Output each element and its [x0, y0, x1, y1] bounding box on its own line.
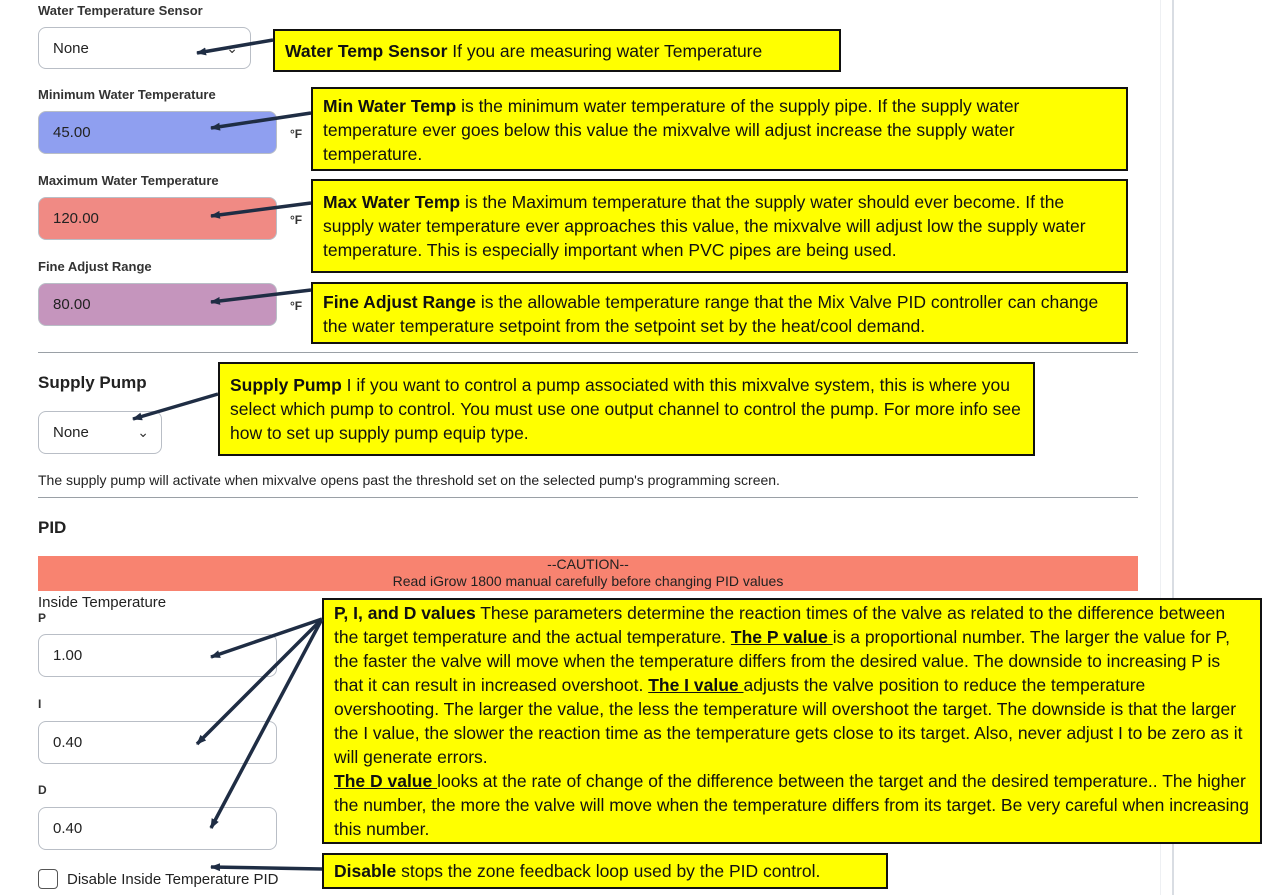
d-value-text: looks at the rate of change of the difference between the target and the desired temperature.. The higher the number, the more the valve will move when the temperature differs from its target. Be very careful when increasing this number.: [334, 771, 1249, 839]
d-value-title: The D value: [334, 771, 438, 791]
callout-text: is the allowable temperature range that the Mix Valve PID controller can change the water temperature setpoint from the setpoint set by the heat/cool demand.: [323, 292, 1099, 336]
fine-adjust-unit: °F: [290, 299, 303, 313]
callout-text: is the minimum water temperature of the supply pipe. If the supply water temperature ever goes below this value the mixvalve will adjust increase the supply water temperature.: [323, 96, 1020, 164]
caution-text: Read iGrow 1800 manual carefully before changing PID values: [392, 573, 784, 589]
supply-pump-heading: Supply Pump: [38, 373, 147, 392]
water-sensor-label: Water Temperature Sensor: [38, 3, 203, 18]
supply-pump-value: None: [53, 424, 89, 441]
section-divider: [38, 352, 1138, 353]
p-value-text: is a proportional number. The larger the value for P, the faster the valve will move when the temperature differs from the desired value. The downside to increasing P is that it can result in increased overshoot.: [334, 627, 1230, 695]
callout-title: Fine Adjust Range: [323, 292, 476, 312]
callout-title: Max Water Temp: [323, 192, 461, 212]
callout-title: Water Temp Sensor: [285, 41, 448, 61]
max-temp-label: Maximum Water Temperature: [38, 173, 219, 188]
callout-disable: [322, 853, 888, 889]
min-temp-value: 45.00: [53, 124, 91, 141]
d-value-input[interactable]: [38, 807, 277, 850]
callout-title: Min Water Temp: [323, 96, 457, 116]
fine-adjust-label: Fine Adjust Range: [38, 259, 152, 274]
callout-min-temp: [311, 87, 1128, 171]
arrow-disable: [211, 867, 322, 869]
p-value: 1.00: [53, 647, 83, 664]
max-temp-input[interactable]: [38, 197, 277, 240]
section-divider: [38, 497, 1138, 498]
i-value-input[interactable]: [38, 721, 277, 764]
min-temp-label: Minimum Water Temperature: [38, 87, 216, 102]
p-value-title: The P value: [730, 627, 833, 647]
i-label: I: [38, 697, 42, 711]
disable-pid-label[interactable]: Disable Inside Temperature PID: [67, 871, 279, 888]
callout-water-sensor: [273, 29, 841, 72]
i-value: 0.40: [53, 734, 83, 751]
i-value-text: adjusts the valve position to reduce the temperature overshooting. The larger the value, the less the temperature will overshoot the target. The downside is that the larger the I value, the slower the reaction time as the temperature gets close to its target. Also, never adjust I to be zero as it will generate errors.: [334, 675, 1243, 767]
callout-title: Supply Pump: [230, 375, 342, 395]
callout-supply-pump: [218, 362, 1035, 456]
callout-text: is the Maximum temperature that the supply water should ever become. If the supply water temperature ever approaches this value, the mixvalve will adjust low the supply water temperature. This is especially important when PVC pipes are being used.: [323, 192, 1086, 260]
fine-adjust-value: 80.00: [53, 296, 91, 313]
disable-pid-checkbox[interactable]: [38, 869, 58, 889]
chevron-down-icon: ⌄: [137, 424, 149, 440]
chevron-down-icon: ⌄: [226, 39, 238, 56]
supply-pump-select[interactable]: [38, 411, 162, 454]
d-label: D: [38, 783, 47, 797]
inside-temperature-label: Inside Temperature: [38, 594, 167, 611]
callout-text: stops the zone feedback loop used by the PID control.: [396, 861, 821, 881]
callout-title: P, I, and D values: [334, 603, 476, 623]
callout-max-temp: [311, 179, 1128, 273]
water-sensor-select[interactable]: [38, 27, 251, 69]
min-temp-input[interactable]: [38, 111, 277, 154]
p-value-input[interactable]: [38, 634, 277, 677]
max-temp-value: 120.00: [53, 210, 99, 227]
p-label: P: [38, 611, 47, 625]
pid-heading: PID: [38, 518, 67, 537]
max-temp-unit: °F: [290, 213, 303, 227]
pid-caution-banner: [38, 556, 1138, 591]
supply-pump-note: The supply pump will activate when mixvalve opens past the threshold set on the selected pump's programming screen.: [38, 472, 780, 488]
callout-pid: [322, 598, 1262, 844]
callout-fine-adjust: [311, 282, 1128, 344]
fine-adjust-input[interactable]: [38, 283, 277, 326]
callout-title: Disable: [334, 861, 397, 881]
callout-text: If you are measuring water Temperature: [447, 41, 763, 61]
callout-text: These parameters determine the reaction times of the valve as related to the difference between the target temperature and the actual temperature.: [334, 603, 1226, 647]
i-value-title: The I value: [648, 675, 744, 695]
water-sensor-value: None: [53, 39, 89, 57]
callout-text: I if you want to control a pump associated with this mixvalve system, this is where you select which pump to control. You must use one output channel to control the pump. For more info see how to set up supply pump equip type.: [230, 375, 1021, 443]
caution-title: --CAUTION--: [547, 556, 629, 572]
d-value: 0.40: [53, 820, 83, 837]
min-temp-unit: °F: [290, 127, 303, 141]
